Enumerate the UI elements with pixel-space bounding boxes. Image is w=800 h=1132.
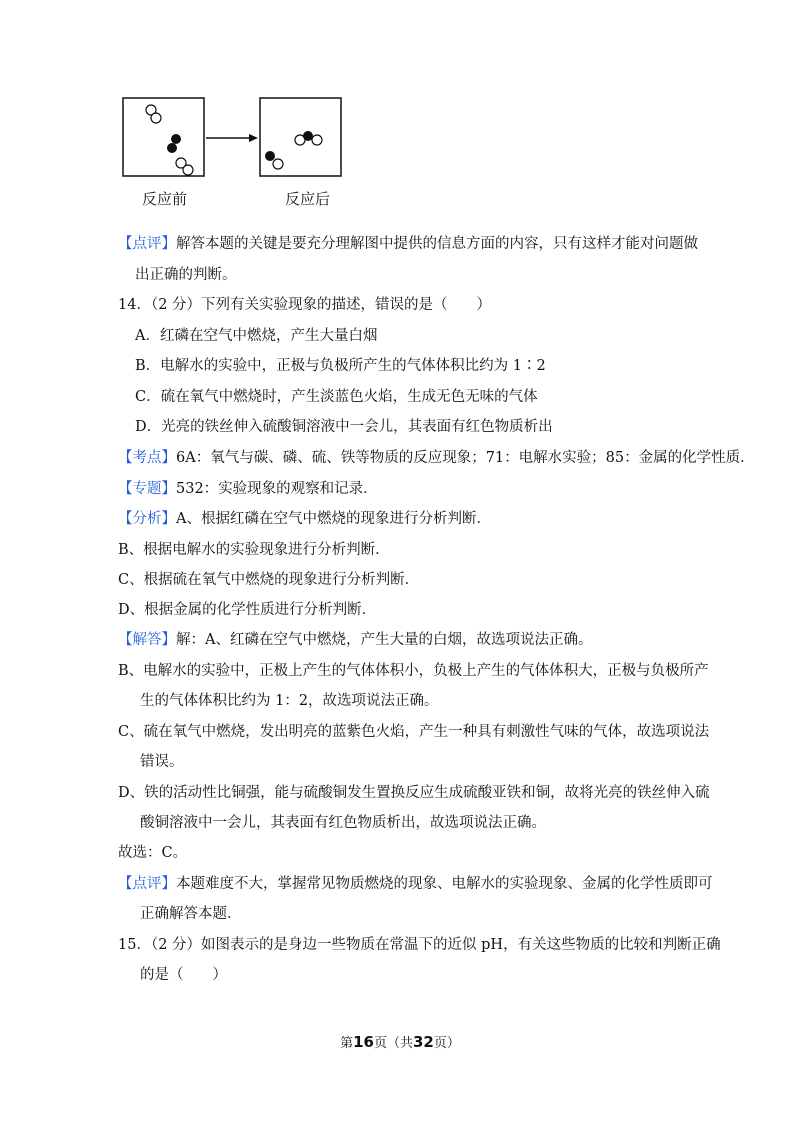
q14-fenxi-c: C、根据硫在氧气中燃烧的现象进行分析判断． — [118, 572, 420, 588]
q14-option-d: D．光亮的铁丝伸入硫酸铜溶液中一会儿，其表面有红色物质析出 — [135, 419, 553, 435]
figure-label-after: 反应后 — [285, 190, 331, 208]
q14-zhuanti: 【专题】532：实验现象的观察和记录． — [118, 481, 378, 497]
tag-fenxi: 【分析】 — [118, 511, 176, 527]
q14-fenxi-d: D、根据金属的化学性质进行分析判断． — [118, 602, 377, 618]
q14-jieda-c2: 错误。 — [140, 754, 184, 770]
q14-jieda-c1: C、硫在氧气中燃烧，发出明亮的蓝紫色火焰，产生一种具有刺激性气味的气体，故选项说法 — [118, 724, 710, 740]
q14-jieda-d2: 酸铜溶液中一会儿，其表面有红色物质析出，故选项说法正确。 — [140, 815, 546, 831]
tag-zhuanti: 【专题】 — [118, 481, 176, 497]
tag-dianping-14: 【点评】 — [118, 876, 176, 892]
q15-stem-2: 的是（ ） — [140, 967, 227, 983]
tag-jieda: 【解答】 — [118, 632, 176, 648]
q14-jieda-d1: D、铁的活动性比铜强，能与硫酸铜发生置换反应生成硫酸亚铁和铜，故将光亮的铁丝伸入硫 — [118, 785, 710, 801]
q15-stem-1: 15．（2 分）如图表示的是身边一些物质在常温下的近似 pH，有关这些物质的比较和判断正确 — [118, 937, 721, 953]
tag-kaodian: 【考点】 — [118, 450, 176, 466]
q14-dianping: 【点评】本题难度不大，掌握常见物质燃烧的现象、电解水的实验现象、金属的化学性质即可 — [118, 876, 713, 892]
q14-jieda: 【解答】解：A、红磷在空气中燃烧，产生大量的白烟，故选项说法正确。 — [118, 632, 593, 648]
q14-option-b: B．电解水的实验中，正极与负极所产生的气体体积比约为 1∶2 — [135, 358, 546, 374]
q14-jieda-b2: 生的气体体积比约为 1：2，故选项说法正确。 — [140, 693, 439, 709]
q14-dianping-2: 正确解答本题． — [140, 906, 242, 922]
arrow-head — [249, 134, 258, 142]
q14-fenxi: 【分析】A、根据红磷在空气中燃烧的现象进行分析判断． — [118, 511, 491, 527]
page-number: 16 — [353, 1033, 374, 1051]
q14-option-c: C．硫在氧气中燃烧时，产生淡蓝色火焰，生成无色无味的气体 — [135, 389, 538, 405]
review13-line2: 出正确的判断。 — [135, 267, 237, 283]
q14-stem: 14．（2 分）下列有关实验现象的描述，错误的是（ ） — [118, 297, 492, 313]
page-total: 32 — [413, 1033, 434, 1051]
figure-label-before: 反应前 — [142, 190, 188, 208]
q14-option-a: A．红磷在空气中燃烧，产生大量白烟 — [135, 328, 378, 344]
q14-kaodian: 【考点】6A：氧气与碳、磷、硫、铁等物质的反应现象；71：电解水实验；85：金属的化学性质． — [118, 450, 755, 466]
q14-fenxi-b: B、根据电解水的实验现象进行分析判断． — [118, 542, 390, 558]
molecule-diagram — [120, 96, 360, 186]
review13-line1: 【点评】解答本题的关键是要充分理解图中提供的信息方面的内容，只有这样才能对问题做 — [118, 236, 698, 252]
q14-jieda-b1: B、电解水的实验中，正极上产生的气体体积小，负极上产生的气体体积大，正极与负极所产 — [118, 663, 709, 679]
page-footer: 第16页（共32页） — [340, 1033, 460, 1051]
before-box — [123, 98, 204, 176]
reaction-figure — [120, 96, 360, 216]
tag-dianping: 【点评】 — [118, 236, 176, 252]
q14-answer: 故选：C。 — [118, 845, 188, 861]
